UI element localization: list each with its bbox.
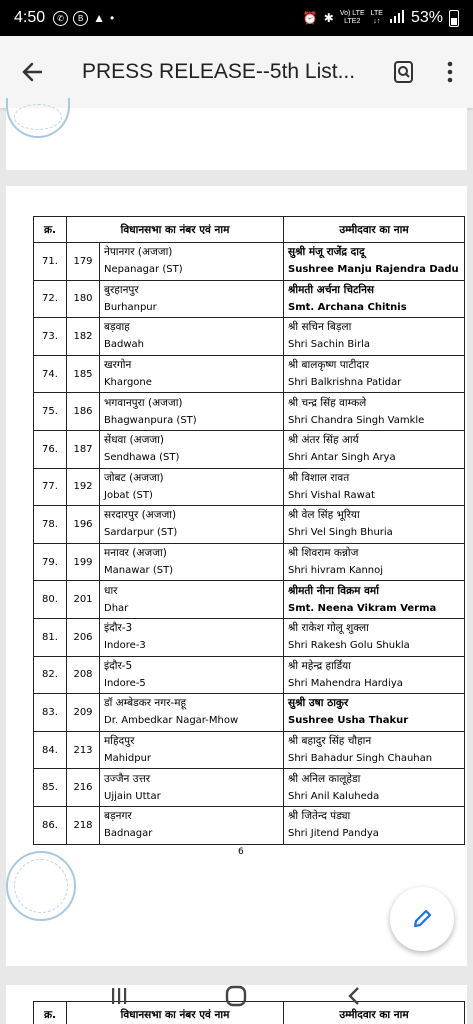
status-bar bbox=[0, 0, 473, 36]
row-ac-number: 192 bbox=[67, 468, 100, 506]
constituency-english: Manawar (ST) bbox=[104, 565, 174, 577]
constituency-hindi: बड़वाह bbox=[104, 321, 130, 334]
row-serial: 71. bbox=[34, 243, 67, 281]
row-serial: 73. bbox=[34, 318, 67, 356]
constituency-hindi: महिदपुर bbox=[104, 735, 135, 748]
row-ac-number: 196 bbox=[67, 506, 100, 544]
table-row bbox=[34, 243, 465, 281]
lte-indicator: LTE ↓↑ bbox=[370, 10, 383, 25]
candidate-english: Shri Vishal Rawat bbox=[288, 489, 375, 501]
table-row bbox=[34, 581, 465, 619]
constituency-english: Sendhawa (ST) bbox=[104, 452, 180, 464]
app-notification-icon: ▲ bbox=[93, 11, 106, 25]
row-candidate bbox=[284, 243, 465, 281]
document-title: PRESS RELEASE--5th List... bbox=[82, 60, 356, 83]
row-serial: 76. bbox=[34, 430, 67, 468]
document-search-icon bbox=[393, 60, 415, 84]
row-ac-number: 182 bbox=[67, 318, 100, 356]
candidate-english: Shri Balkrishna Patidar bbox=[288, 377, 402, 389]
alarm-icon: ⏰ bbox=[302, 11, 318, 25]
row-serial: 77. bbox=[34, 468, 67, 506]
row-ac-number: 187 bbox=[67, 430, 100, 468]
table-row bbox=[34, 618, 465, 656]
row-candidate bbox=[284, 355, 465, 393]
row-candidate bbox=[284, 581, 465, 619]
more-options-button[interactable] bbox=[427, 36, 473, 108]
system-icons bbox=[303, 9, 459, 27]
constituency-hindi: सरदारपुर (अजजा) bbox=[104, 509, 177, 522]
candidate-hindi: श्री शिवराम कन्नोज bbox=[288, 547, 359, 560]
row-constituency bbox=[100, 393, 284, 431]
candidate-hindi: सुश्री मंजू राजेंद्र दादू bbox=[288, 246, 365, 259]
candidate-english: Shri Anil Kaluheda bbox=[288, 790, 380, 802]
table-row bbox=[34, 318, 465, 356]
row-constituency bbox=[100, 618, 284, 656]
row-serial: 86. bbox=[34, 806, 67, 844]
battery-percent: 53% bbox=[410, 9, 443, 26]
constituency-english: Indore-5 bbox=[104, 677, 146, 689]
row-candidate bbox=[284, 506, 465, 544]
table-row bbox=[34, 543, 465, 581]
constituency-english: Badnagar bbox=[104, 828, 153, 840]
row-constituency bbox=[100, 243, 284, 281]
page-number: 6 bbox=[238, 847, 244, 857]
row-serial: 78. bbox=[34, 506, 67, 544]
table-row bbox=[34, 430, 465, 468]
seal-stamp-icon bbox=[6, 98, 70, 138]
constituency-hindi: धार bbox=[104, 584, 118, 597]
candidate-english: Shri Vel Singh Bhuria bbox=[288, 527, 393, 539]
row-ac-number: 216 bbox=[67, 769, 100, 807]
row-candidate bbox=[284, 543, 465, 581]
home-button[interactable] bbox=[206, 968, 266, 1024]
constituency-english: Badwah bbox=[104, 339, 144, 351]
candidate-hindi: श्री अंतर सिंह आर्य bbox=[288, 434, 359, 447]
whatsapp-icon: ✆ bbox=[53, 11, 68, 26]
nav-back-icon bbox=[346, 985, 362, 1007]
nav-back-button[interactable] bbox=[324, 968, 384, 1024]
candidate-hindi: श्री सचिन बिड़ला bbox=[288, 321, 352, 334]
row-candidate bbox=[284, 430, 465, 468]
constituency-hindi: उज्जैन उत्तर bbox=[104, 772, 151, 785]
row-serial: 83. bbox=[34, 694, 67, 732]
candidate-hindi: श्री चन्द्र सिंह वाम्कले bbox=[288, 396, 367, 409]
signal-icon bbox=[389, 10, 405, 27]
constituency-hindi: बड़नगर bbox=[104, 810, 132, 823]
row-candidate bbox=[284, 618, 465, 656]
row-serial: 74. bbox=[34, 355, 67, 393]
constituency-hindi: इंदौर-3 bbox=[104, 622, 133, 635]
constituency-english: Ujjain Uttar bbox=[104, 790, 161, 802]
candidate-english: Smt. Neena Vikram Verma bbox=[288, 602, 437, 614]
row-candidate bbox=[284, 694, 465, 732]
candidate-hindi: श्रीमती नीना विक्रम वर्मा bbox=[288, 584, 379, 597]
candidate-hindi: श्री राकेश गोलू शुक्ला bbox=[288, 622, 369, 635]
table-row bbox=[34, 280, 465, 318]
candidate-hindi: श्री विशाल रावत bbox=[288, 471, 350, 484]
table-row bbox=[34, 806, 465, 844]
candidate-english: Shri Rakesh Golu Shukla bbox=[288, 640, 410, 652]
candidate-hindi: श्री वेल सिंह भूरिया bbox=[288, 509, 360, 522]
candidate-english: Shri hivram Kannoj bbox=[288, 565, 384, 577]
bluetooth-icon: ✱ bbox=[323, 11, 334, 25]
row-ac-number: 213 bbox=[67, 731, 100, 769]
row-constituency bbox=[100, 656, 284, 694]
constituency-english: Bhagwanpura (ST) bbox=[104, 414, 197, 426]
app-bar bbox=[0, 36, 473, 108]
row-ac-number: 208 bbox=[67, 656, 100, 694]
row-constituency bbox=[100, 355, 284, 393]
candidate-hindi: श्रीमती अर्चना चिटनिस bbox=[288, 283, 375, 296]
row-serial: 85. bbox=[34, 769, 67, 807]
candidate-english: Shri Antar Singh Arya bbox=[288, 452, 396, 464]
candidate-hindi: श्री महेन्द्र हार्डिया bbox=[288, 659, 351, 672]
row-constituency bbox=[100, 731, 284, 769]
candidate-table-next: क्र. विधानसभा का नंबर एवं नाम उम्मीदवार का नाम bbox=[33, 1001, 465, 1024]
table-header-row bbox=[34, 217, 465, 243]
navigation-bar bbox=[0, 968, 473, 1024]
constituency-english: Sardarpur (ST) bbox=[104, 527, 178, 539]
constituency-english: Indore-3 bbox=[104, 640, 146, 652]
table-row bbox=[34, 393, 465, 431]
row-ac-number: 199 bbox=[67, 543, 100, 581]
row-candidate bbox=[284, 280, 465, 318]
constituency-hindi: खरगोन bbox=[104, 359, 132, 372]
constituency-english: Jobat (ST) bbox=[104, 489, 153, 501]
row-ac-number: 206 bbox=[67, 618, 100, 656]
row-ac-number: 186 bbox=[67, 393, 100, 431]
header-candidate: उम्मीदवार का नाम bbox=[284, 217, 465, 243]
table-row bbox=[34, 769, 465, 807]
constituency-hindi: सेंधवा (अजजा) bbox=[104, 434, 164, 447]
row-candidate bbox=[284, 656, 465, 694]
row-candidate bbox=[284, 769, 465, 807]
candidate-hindi: श्री जितेन्द पंड्या bbox=[288, 810, 351, 823]
b-icon: B bbox=[73, 11, 88, 26]
row-constituency bbox=[100, 318, 284, 356]
constituency-hindi: मनावर (अजजा) bbox=[104, 547, 167, 560]
notification-icons bbox=[53, 11, 114, 26]
row-serial: 81. bbox=[34, 618, 67, 656]
candidate-english: Sushree Manju Rajendra Dadu bbox=[288, 264, 459, 276]
row-ac-number: 179 bbox=[67, 243, 100, 281]
header-sn: क्र. bbox=[34, 217, 67, 243]
pdf-page bbox=[6, 186, 467, 966]
candidate-hindi: श्री बहादुर सिंह चौहान bbox=[288, 735, 372, 748]
row-constituency bbox=[100, 430, 284, 468]
constituency-hindi: इंदौर-5 bbox=[104, 659, 133, 672]
candidate-english: Shri Mahendra Hardiya bbox=[288, 677, 403, 689]
candidate-hindi: श्री अनिल कालूहेडा bbox=[288, 772, 361, 785]
header-constituency: विधानसभा का नंबर एवं नाम bbox=[67, 217, 284, 243]
more-vert-icon bbox=[447, 61, 453, 83]
row-constituency bbox=[100, 506, 284, 544]
row-ac-number: 209 bbox=[67, 694, 100, 732]
search-in-document-button[interactable] bbox=[381, 36, 427, 108]
table-row bbox=[34, 355, 465, 393]
table-row bbox=[34, 731, 465, 769]
row-ac-number: 180 bbox=[67, 280, 100, 318]
row-candidate bbox=[284, 393, 465, 431]
row-serial: 72. bbox=[34, 280, 67, 318]
constituency-english: Burhanpur bbox=[104, 301, 157, 313]
row-serial: 82. bbox=[34, 656, 67, 694]
constituency-hindi: डॉ अम्बेडकर नगर-महू bbox=[104, 697, 187, 710]
row-constituency bbox=[100, 694, 284, 732]
status-time: 4:50 bbox=[14, 9, 46, 26]
candidate-hindi: सुश्री उषा ठाकुर bbox=[288, 697, 349, 710]
table-row bbox=[34, 468, 465, 506]
battery-icon bbox=[449, 10, 459, 27]
candidate-english: Shri Bahadur Singh Chauhan bbox=[288, 753, 433, 765]
row-serial: 84. bbox=[34, 731, 67, 769]
candidate-table bbox=[33, 216, 465, 845]
candidate-english: Sushree Usha Thakur bbox=[288, 715, 409, 727]
constituency-hindi: जोबट (अजजा) bbox=[104, 471, 164, 484]
row-candidate bbox=[284, 731, 465, 769]
row-candidate bbox=[284, 318, 465, 356]
row-constituency bbox=[100, 806, 284, 844]
pdf-page-previous bbox=[6, 108, 467, 170]
row-constituency bbox=[100, 468, 284, 506]
row-serial: 79. bbox=[34, 543, 67, 581]
home-icon bbox=[224, 984, 248, 1008]
table-row bbox=[34, 656, 465, 694]
constituency-english: Khargone bbox=[104, 377, 152, 389]
candidate-english: Shri Chandra Singh Vamkle bbox=[288, 414, 425, 426]
candidate-english: Smt. Archana Chitnis bbox=[288, 301, 407, 313]
row-ac-number: 185 bbox=[67, 355, 100, 393]
constituency-english: Dr. Ambedkar Nagar-Mhow bbox=[104, 715, 239, 727]
table-row bbox=[34, 694, 465, 732]
constituency-hindi: बुरहानपुर bbox=[104, 283, 139, 296]
edit-button[interactable] bbox=[390, 887, 454, 951]
row-serial: 80. bbox=[34, 581, 67, 619]
row-constituency bbox=[100, 543, 284, 581]
row-ac-number: 201 bbox=[67, 581, 100, 619]
recents-icon bbox=[109, 986, 129, 1006]
edit-pencil-icon bbox=[411, 908, 433, 930]
row-candidate bbox=[284, 806, 465, 844]
constituency-english: Dhar bbox=[104, 602, 129, 614]
arrow-left-icon bbox=[21, 62, 43, 82]
candidate-english: Shri Jitend Pandya bbox=[288, 828, 379, 840]
row-serial: 75. bbox=[34, 393, 67, 431]
row-constituency bbox=[100, 581, 284, 619]
table-row bbox=[34, 506, 465, 544]
row-constituency bbox=[100, 769, 284, 807]
candidate-hindi: श्री बालकृष्ण पाटीदार bbox=[288, 359, 369, 372]
constituency-english: Nepanagar (ST) bbox=[104, 264, 183, 276]
candidate-english: Shri Sachin Birla bbox=[288, 339, 371, 351]
constituency-hindi: नेपानगर (अजजा) bbox=[104, 246, 173, 259]
constituency-hindi: भगवानपुरा (अजजा) bbox=[104, 396, 183, 409]
row-ac-number: 218 bbox=[67, 806, 100, 844]
row-constituency bbox=[100, 280, 284, 318]
more-notifications-icon: • bbox=[110, 11, 115, 25]
volte-indicator: Vo) LTE LTE2 bbox=[339, 10, 365, 25]
constituency-english: Mahidpur bbox=[104, 753, 152, 765]
recents-button[interactable] bbox=[89, 968, 149, 1024]
seal-stamp-icon bbox=[6, 851, 76, 921]
row-candidate bbox=[284, 468, 465, 506]
